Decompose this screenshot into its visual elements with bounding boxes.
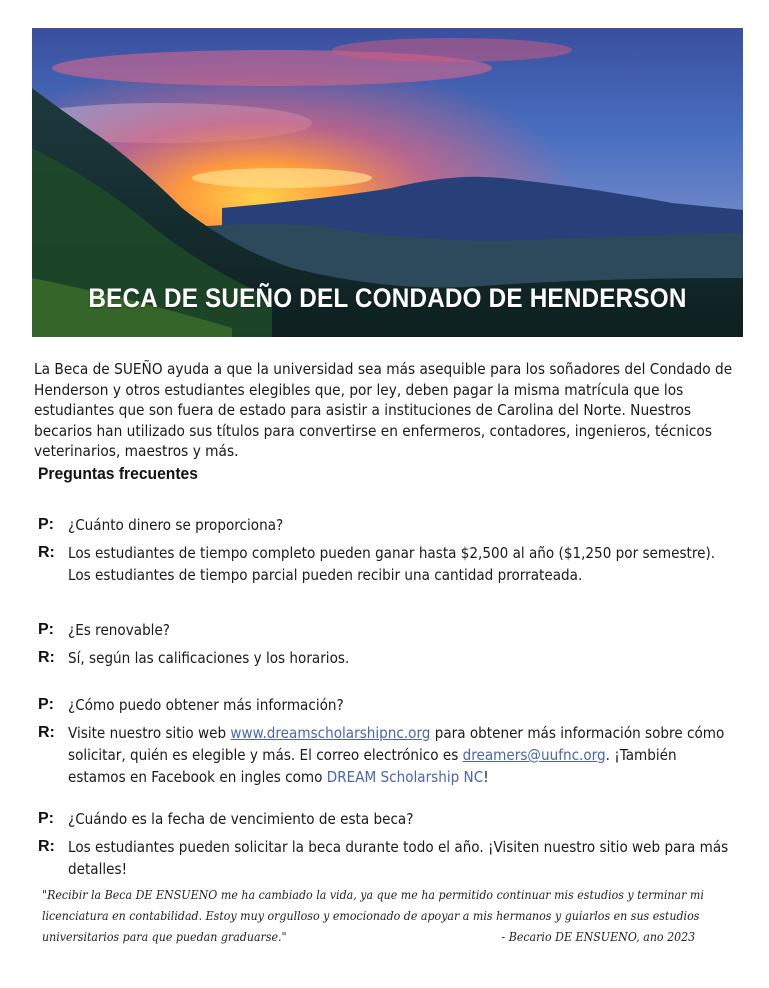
website-link[interactable]: www.dreamscholarshipnc.org <box>230 724 431 742</box>
question-text: ¿Cómo puedo obtener más información? <box>68 696 344 714</box>
page-title: BECA DE SUEÑO DEL CONDADO DE HENDERSON <box>88 283 687 313</box>
testimonial-quote <box>42 885 741 948</box>
answer-text: Los estudiantes de tiempo completo pueden ganar hasta $2,500 al año ($1,250 por semestre). Los estudiantes de tiempo parcial pueden recibir una cantidad prorrateada. <box>68 544 716 584</box>
answer-text: Los estudiantes pueden solicitar la beca durante todo el año. ¡Visiten nuestro sitio web para más detalles! <box>68 838 729 878</box>
quote-attribution: - Becario DE ENSUENO, ano 2023 <box>501 930 696 944</box>
question-label: P: <box>38 810 54 827</box>
faq-item <box>38 514 738 592</box>
answer-text: Sí, según las calificaciones y los horarios. <box>68 649 350 667</box>
hero-banner <box>32 28 743 337</box>
question-text: ¿Cuándo es la fecha de vencimiento de esta beca? <box>68 810 414 828</box>
answer-text-part: Visite nuestro sitio web <box>68 724 231 742</box>
answer-text-part: para obtener más información sobre cómo solicitar, quién es elegible y más. El correo electrónico es <box>68 724 725 764</box>
question-text: ¿Cuánto dinero se proporciona? <box>68 516 284 534</box>
quote-text: "Recibir la Beca DE ENSUENO me ha cambiado la vida, ya que me ha permitido continuar mis estudios y terminar mi licenciatura en contabilidad. Estoy muy orgulloso y emocionado de apoyar a mis hermanos y guiarlos en sus estudios universitarios para que puedan graduarse." <box>42 888 704 944</box>
question-text: ¿Es renovable? <box>68 621 171 639</box>
email-link[interactable]: dreamers@uufnc.org <box>462 746 606 764</box>
answer-label: R: <box>38 649 55 666</box>
answer-text <box>68 722 738 788</box>
faq-heading: Preguntas frecuentes <box>38 464 198 483</box>
faq-item <box>38 619 738 675</box>
question-label: P: <box>38 516 54 533</box>
answer-label: R: <box>38 544 55 561</box>
facebook-link[interactable]: DREAM Scholarship NC <box>326 768 484 786</box>
answer-label: R: <box>38 724 55 741</box>
answer-label: R: <box>38 838 55 855</box>
answer-text-part: ! <box>483 768 489 786</box>
answer-text-part: . ¡También estamos en Facebook en ingles como <box>68 746 677 786</box>
faq-item <box>38 808 738 886</box>
faq-item <box>38 694 738 794</box>
question-label: P: <box>38 696 54 713</box>
intro-paragraph: La Beca de SUEÑO ayuda a que la universidad sea más asequible para los soñadores del Condado de Henderson y otros estudiantes elegibles que, por ley, deben pagar la misma matrícula que los estudiantes que son fuera de estado para asistir a instituciones de Carolina del Norte. Nuestros becarios han utilizado sus títulos para convertirse en enfermeros, contadores, ingenieros, técnicos veterinarios, maestros y más. <box>34 360 733 460</box>
question-label: P: <box>38 621 54 638</box>
